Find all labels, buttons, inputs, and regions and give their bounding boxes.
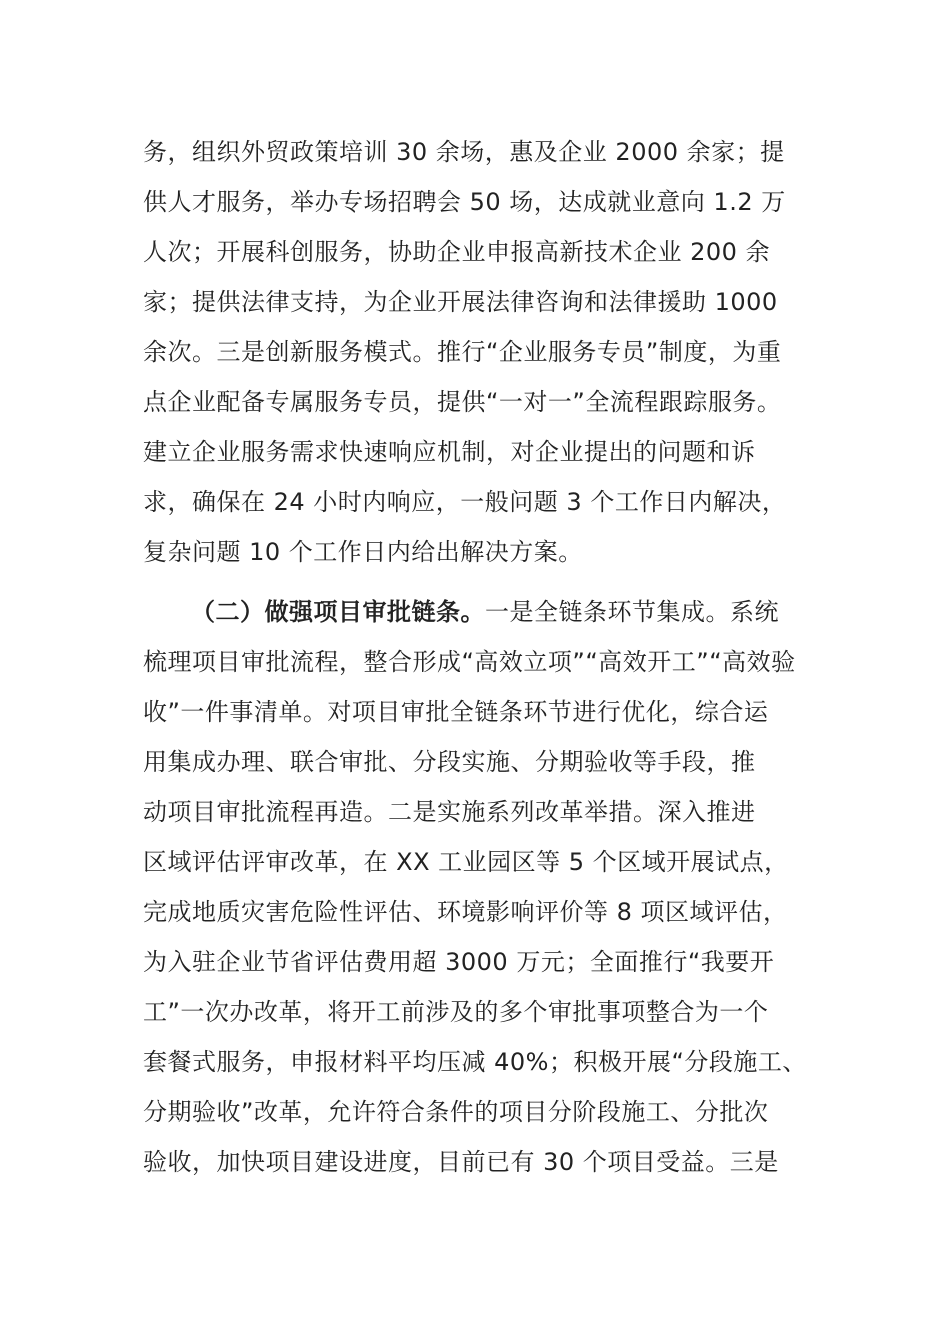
text-line: 余次。三是创新服务模式。推行“企业服务专员”制度，为重 xyxy=(143,338,782,366)
text-line: 收”一件事清单。对项目审批全链条环节进行优化，综合运 xyxy=(143,698,769,726)
text-line: 套餐式服务，申报材料平均压减 40%；积极开展“分段施工、 xyxy=(143,1048,807,1076)
section-heading-rest: 一是全链条环节集成。系统 xyxy=(485,598,779,626)
text-line: 务，组织外贸政策培训 30 余场，惠及企业 2000 余家；提 xyxy=(143,138,785,166)
paragraph-gap xyxy=(143,577,843,587)
document-body xyxy=(143,127,843,1187)
text-line: 人次；开展科创服务，协助企业申报高新技术企业 200 余 xyxy=(143,238,771,266)
text-line: 家；提供法律支持，为企业开展法律咨询和法律援助 1000 xyxy=(143,288,778,316)
text-line: 复杂问题 10 个工作日内给出解决方案。 xyxy=(143,538,583,566)
text-line: 求，确保在 24 小时内响应，一般问题 3 个工作日内解决， xyxy=(143,488,787,516)
text-line: 分期验收”改革，允许符合条件的项目分阶段施工、分批次 xyxy=(143,1098,769,1126)
text-line: 验收，加快项目建设进度，目前已有 30 个项目受益。三是 xyxy=(143,1148,779,1176)
text-line: 梳理项目审批流程，整合形成“高效立项”“高效开工”“高效验 xyxy=(143,648,796,676)
text-line: 用集成办理、联合审批、分段实施、分期验收等手段，推 xyxy=(143,748,756,776)
text-line: 为入驻企业节省评估费用超 3000 万元；全面推行“我要开 xyxy=(143,948,775,976)
text-line: 动项目审批流程再造。二是实施系列改革举措。深入推进 xyxy=(143,798,756,826)
text-line: 建立企业服务需求快速响应机制，对企业提出的问题和诉 xyxy=(143,438,756,466)
text-line: 完成地质灾害危险性评估、环境影响评价等 8 项区域评估， xyxy=(143,898,788,926)
text-line: 工”一次办改革，将开工前涉及的多个审批事项整合为一个 xyxy=(143,998,769,1026)
text-line: 点企业配备专属服务专员，提供“一对一”全流程跟踪服务。 xyxy=(143,388,782,416)
section-heading-line xyxy=(143,587,843,637)
section-heading: （二）做强项目审批链条。 xyxy=(191,598,485,626)
text-line: 区域评估评审改革，在 XX 工业园区等 5 个区域开展试点， xyxy=(143,848,789,876)
text-line: 供人才服务，举办专场招聘会 50 场，达成就业意向 1.2 万 xyxy=(143,188,786,216)
